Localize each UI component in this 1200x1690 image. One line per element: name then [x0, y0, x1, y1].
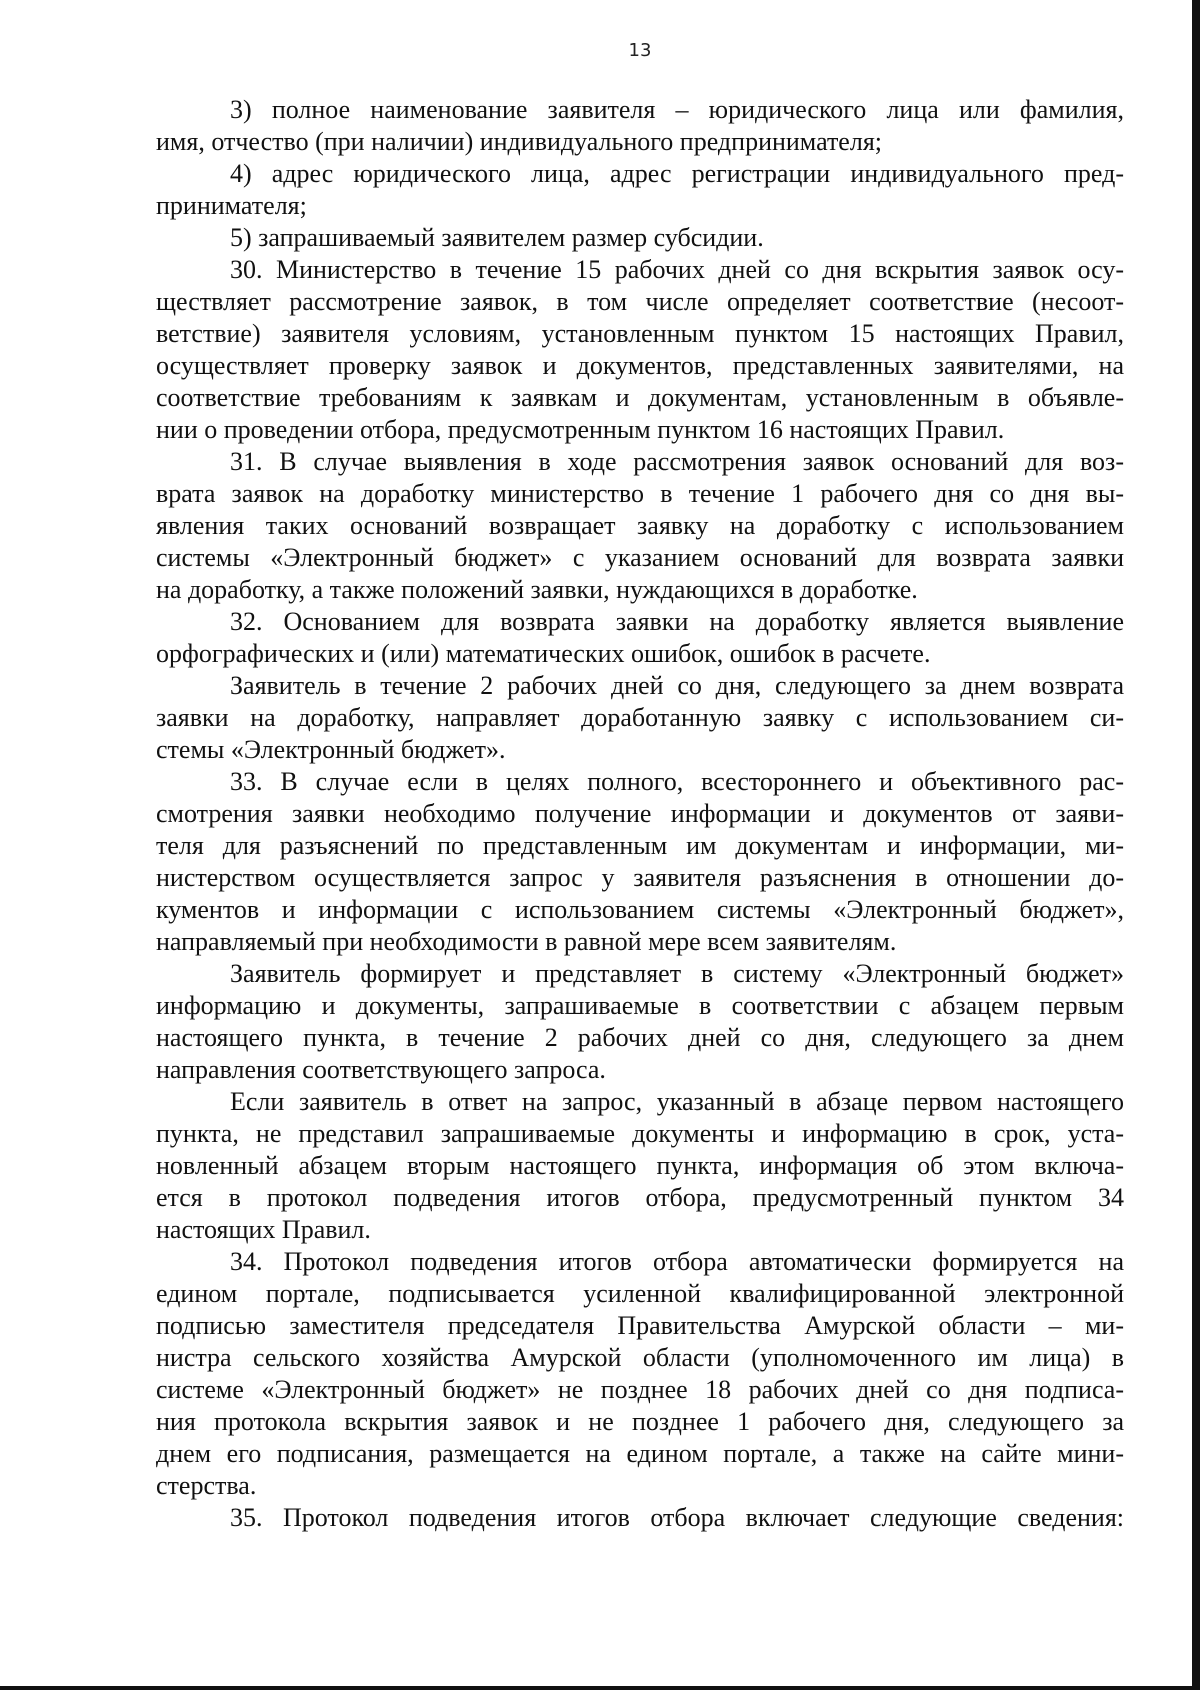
paragraph [156, 1246, 1124, 1502]
text-line: стерства. [156, 1471, 257, 1500]
text-line: информацию и документы, запрашиваемые в соответствии с абзацем первым [156, 991, 1124, 1020]
text-line: заявки на доработку, направляет доработанную заявку с использованием си- [156, 703, 1124, 732]
text-line: смотрения заявки необходимо получение информации и документов от заяви- [156, 799, 1124, 828]
text-line: на доработку, а также положений заявки, нуждающихся в доработке. [156, 575, 918, 604]
text-line: направления соответствующего запроса. [156, 1055, 606, 1084]
text-line: днем его подписания, размещается на едином портале, а также на сайте мини- [156, 1439, 1124, 1468]
text-line: принимателя; [156, 191, 307, 220]
text-line: ния протокола вскрытия заявок и не позднее 1 рабочего дня, следующего за [156, 1407, 1124, 1436]
text-line: 33. В случае если в целях полного, всестороннего и объективного рас- [230, 767, 1124, 796]
paragraph [156, 1086, 1124, 1246]
text-line: настоящего пункта, в течение 2 рабочих дней со дня, следующего за днем [156, 1023, 1124, 1052]
paragraph [156, 606, 1124, 670]
document-body [156, 94, 1124, 1534]
text-line: системы «Электронный бюджет» с указанием оснований для возврата заявки [156, 543, 1124, 572]
text-line: стемы «Электронный бюджет». [156, 735, 506, 764]
paragraph [156, 958, 1124, 1086]
text-line: пункта, не представил запрашиваемые документы и информацию в срок, уста- [156, 1119, 1124, 1148]
text-line: нистерством осуществляется запрос у заявителя разъяснения в отношении до- [156, 863, 1124, 892]
text-line: направляемый при необходимости в равной мере всем заявителям. [156, 927, 897, 956]
text-line: системе «Электронный бюджет» не позднее 18 рабочих дней со дня подписа- [156, 1375, 1124, 1404]
text-line: подписью заместителя председателя Правительства Амурской области – ми- [156, 1311, 1124, 1340]
text-line: Заявитель в течение 2 рабочих дней со дня, следующего за днем возврата [230, 671, 1124, 700]
text-line: 34. Протокол подведения итогов отбора автоматически формируется на [230, 1247, 1124, 1276]
text-line: орфографических и (или) математических ошибок, ошибок в расчете. [156, 639, 931, 668]
paragraph [156, 766, 1124, 958]
text-line: имя, отчество (при наличии) индивидуального предпринимателя; [156, 127, 883, 156]
text-line: нии о проведении отбора, предусмотренным пунктом 16 настоящих Правил. [156, 415, 1005, 444]
text-line: 32. Основанием для возврата заявки на доработку является выявление [230, 607, 1124, 636]
page-number: 13 [628, 40, 652, 61]
text-line: 30. Министерство в течение 15 рабочих дней со дня вскрытия заявок осу- [230, 255, 1124, 284]
text-line: 3) полное наименование заявителя – юридического лица или фамилия, [230, 95, 1124, 124]
text-line: Если заявитель в ответ на запрос, указанный в абзаце первом настоящего [230, 1087, 1124, 1116]
paragraph [156, 1502, 1124, 1534]
text-line: 31. В случае выявления в ходе рассмотрения заявок оснований для воз- [230, 447, 1124, 476]
text-line: ветствие) заявителя условиям, установленным пунктом 15 настоящих Правил, [156, 319, 1124, 348]
text-line: ществляет рассмотрение заявок, в том числе определяет соответствие (несоот- [156, 287, 1124, 316]
text-line: 35. Протокол подведения итогов отбора включает следующие сведения: [230, 1503, 1124, 1532]
text-line: соответствие требованиям к заявкам и документам, установленным в объявле- [156, 383, 1124, 412]
paragraph [156, 670, 1124, 766]
text-line: явления таких оснований возвращает заявку на доработку с использованием [156, 511, 1124, 540]
text-line: едином портале, подписывается усиленной квалифицированной электронной [156, 1279, 1124, 1308]
text-line: Заявитель формирует и представляет в систему «Электронный бюджет» [230, 959, 1124, 988]
scan-border-right [1192, 0, 1200, 1690]
text-line: теля для разъяснений по представленным им документам и информации, ми- [156, 831, 1124, 860]
paragraph [156, 222, 1124, 254]
text-line: осуществляет проверку заявок и документов, представленных заявителями, на [156, 351, 1124, 380]
text-line: нистра сельского хозяйства Амурской области (уполномоченного им лица) в [156, 1343, 1124, 1372]
text-line: настоящих Правил. [156, 1215, 371, 1244]
text-line: врата заявок на доработку министерство в течение 1 рабочего дня со дня вы- [156, 479, 1124, 508]
text-line: 5) запрашиваемый заявителем размер субсидии. [230, 223, 764, 252]
text-line: ется в протокол подведения итогов отбора, предусмотренный пунктом 34 [156, 1183, 1124, 1212]
text-line: кументов и информации с использованием системы «Электронный бюджет», [156, 895, 1124, 924]
paragraph [156, 446, 1124, 606]
scan-border-bottom [0, 1686, 1200, 1690]
paragraph [156, 254, 1124, 446]
paragraph [156, 158, 1124, 222]
text-line: 4) адрес юридического лица, адрес регистрации индивидуального пред- [230, 159, 1124, 188]
text-line: новленный абзацем вторым настоящего пункта, информация об этом включа- [156, 1151, 1124, 1180]
paragraph [156, 94, 1124, 158]
